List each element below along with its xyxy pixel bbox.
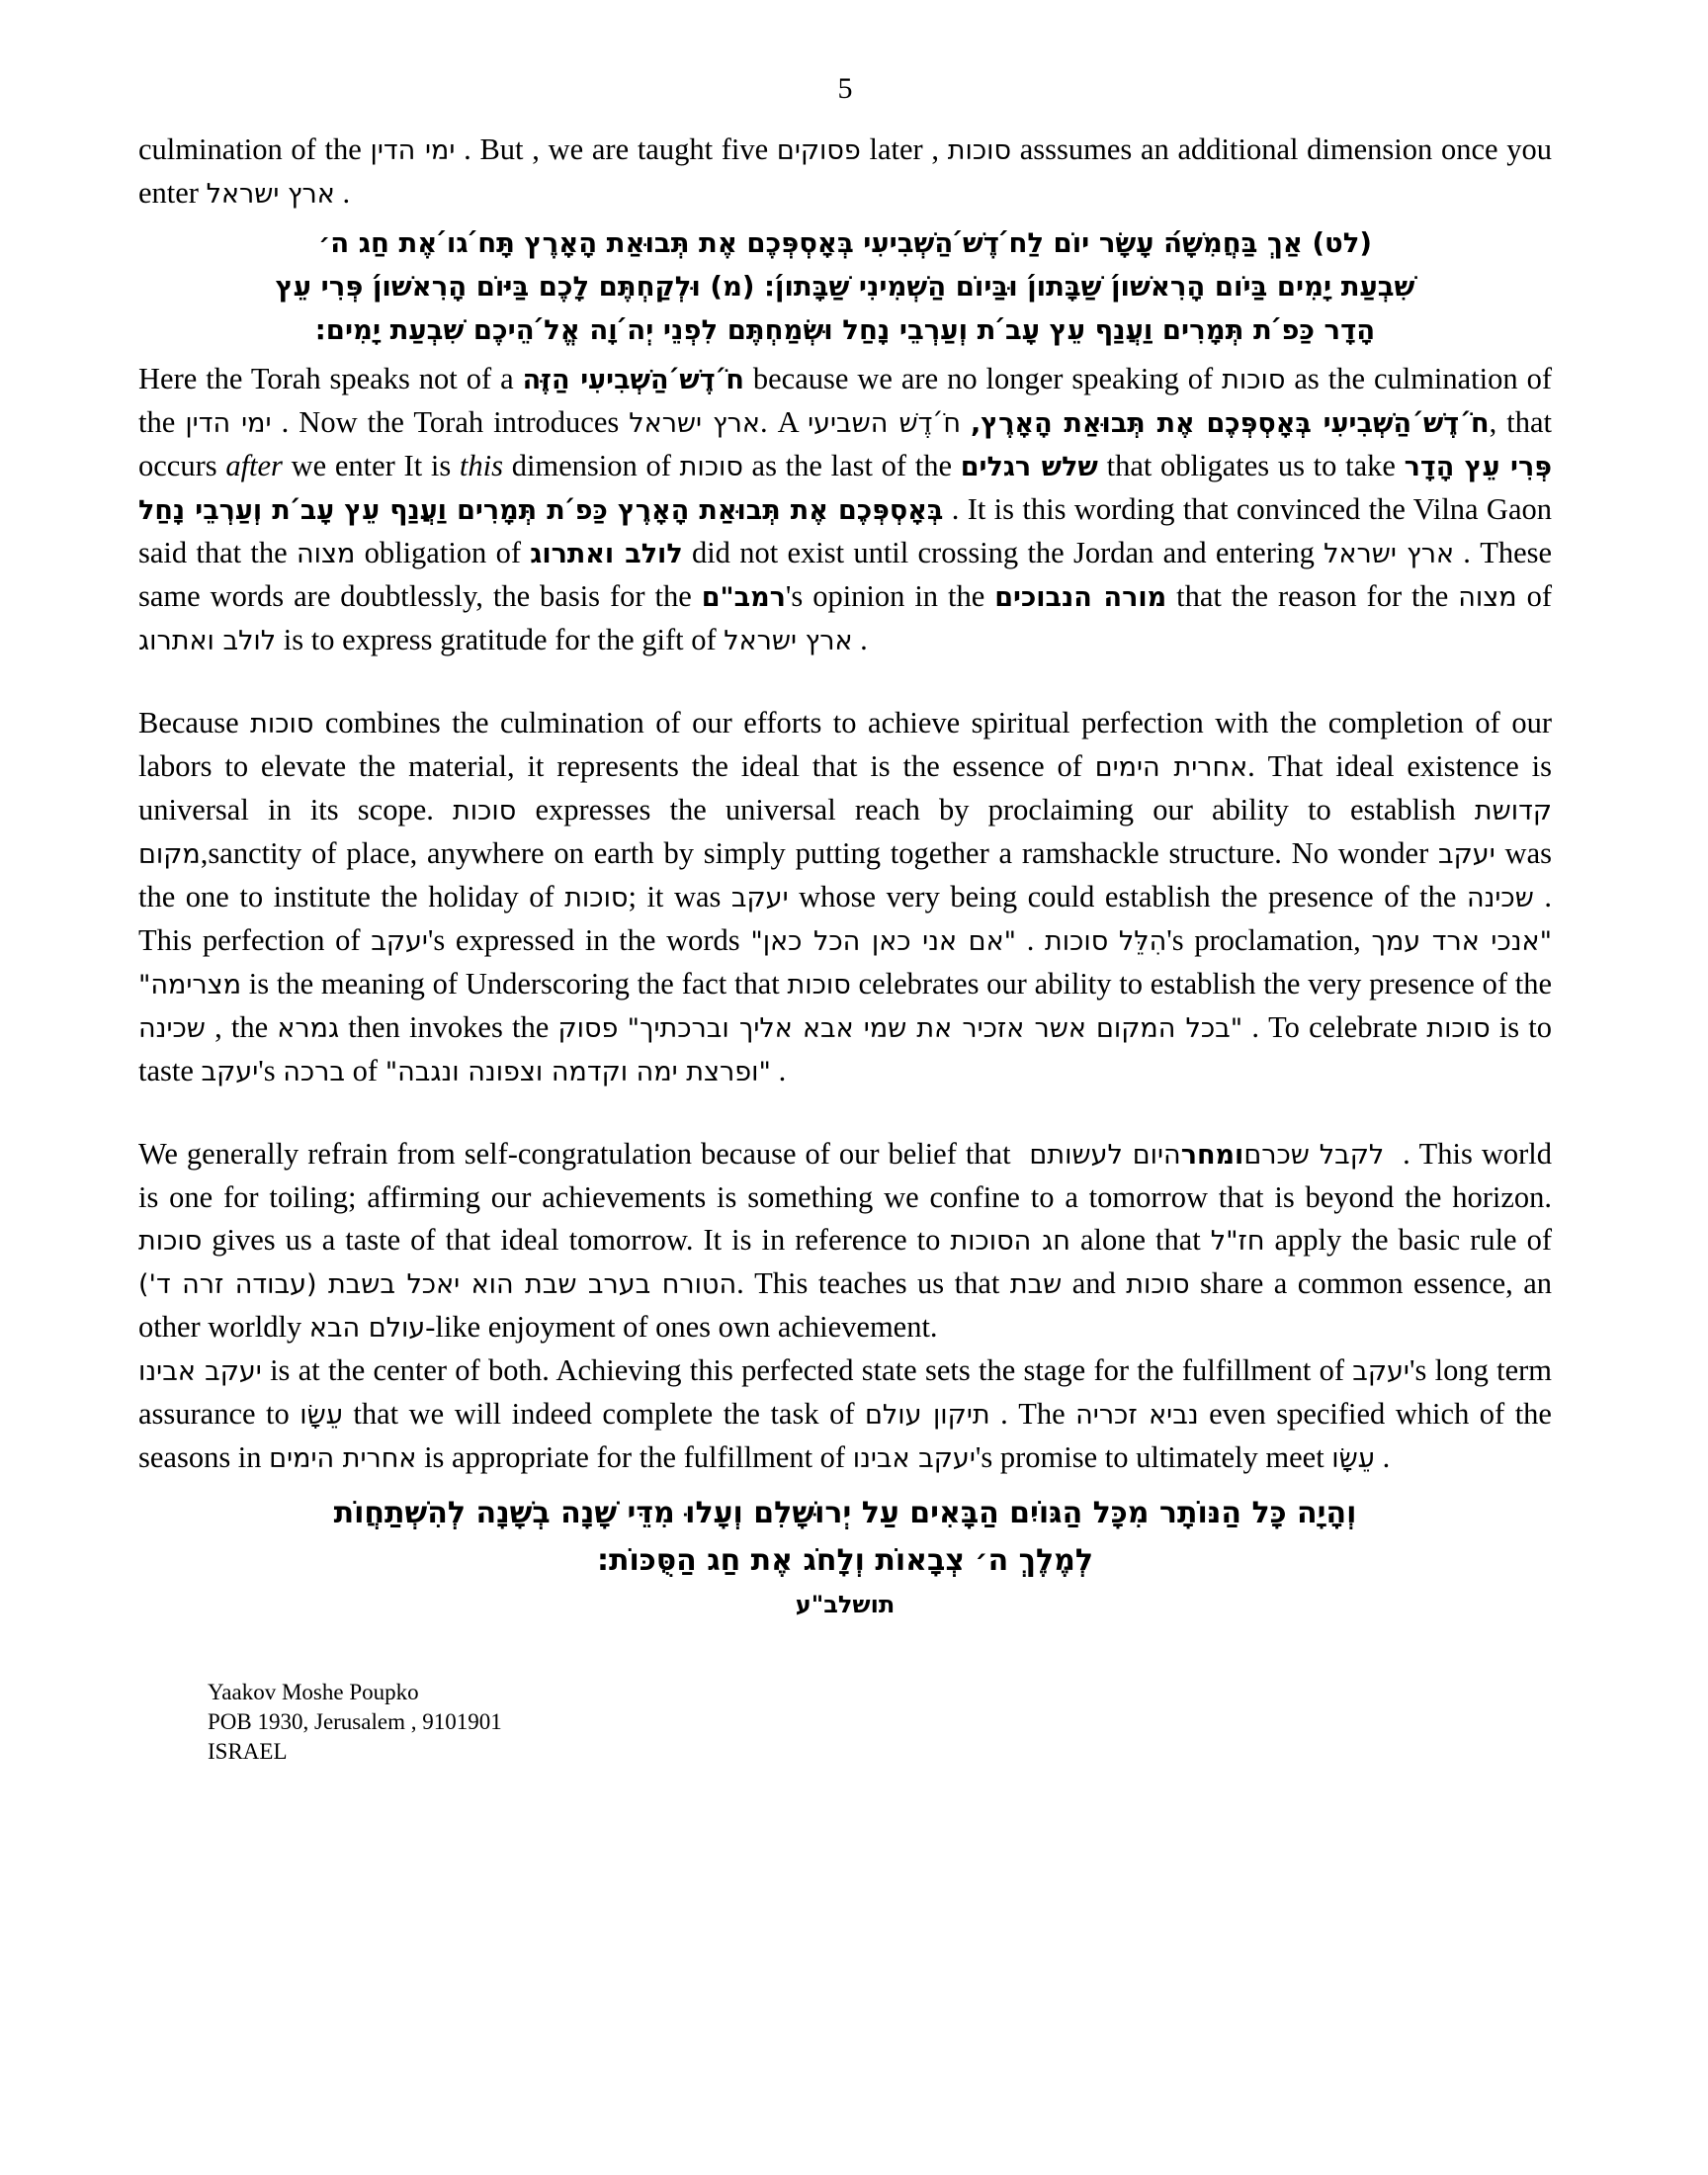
- text-segment: that convinced the Vilna Gaon said that the: [138, 492, 1552, 569]
- hebrew-term: ארץ ישראל: [206, 179, 335, 210]
- paragraph-2: [138, 358, 1552, 662]
- page-content: [138, 71, 1552, 1767]
- hebrew-term: ברכה: [283, 1057, 346, 1088]
- text-segment: . This perfection of: [138, 880, 1553, 957]
- hebrew-term: סוכות: [250, 709, 314, 740]
- hebrew-term: יעקב אבינו: [138, 1356, 262, 1387]
- text-segment: . It is this wording: [943, 492, 1183, 526]
- text-segment: of: [345, 1054, 385, 1088]
- hebrew-term: נביא זכריה: [1075, 1400, 1199, 1431]
- text-segment: gives us a taste of that ideal tomorrow. It is in reference to: [202, 1223, 951, 1257]
- hebrew-term: חֹ́ דֶשׁ́ הַשְׁבִיעִי הַזֶּה: [522, 365, 744, 395]
- text-segment: . This world is one for toiling; affirming our achievements is something we confine to a tomorrow that is beyond the horizon.: [138, 1137, 1553, 1214]
- text-segment: celebrates our ability to establish the very presence of the: [850, 967, 1552, 1000]
- hebrew-term: שכינה: [1466, 883, 1534, 914]
- text-segment: . To celebrate: [1242, 1010, 1427, 1044]
- hebrew-term: סוכות: [1222, 365, 1286, 395]
- hebrew-term: ארץ ישראל: [724, 626, 853, 656]
- text-segment: that obligates us to take: [1097, 449, 1405, 482]
- text-segment: alone that: [1069, 1223, 1211, 1257]
- text-segment: ; it was: [628, 880, 731, 914]
- hebrew-term: ארץ ישראל: [1324, 539, 1455, 569]
- text-segment: share a common essence, an other worldly: [138, 1266, 1552, 1344]
- hebrew-term: בְּאָסְפְּכֶם אֶת תְּבוּאַת הָאָרֶץ כַּפ́ ת תְּמָרִים וַעֲנַף עֵץ עָב́ ת וְעַרְבֵי נָחַל: [138, 495, 944, 526]
- hebrew-term: יעקב: [730, 883, 789, 914]
- text-segment: that the reason for the: [1166, 579, 1459, 613]
- text-segment: expresses the universal reach by proclaiming our ability to establish: [516, 793, 1475, 826]
- text-segment: then invokes the: [339, 1010, 558, 1044]
- hebrew-term: סוכות: [787, 970, 851, 1000]
- hebrew-quote: "בכל המקום אשר אזכיר את שמי אבא אליך וברכתיך": [627, 1013, 1243, 1044]
- text-segment: dimension of: [503, 449, 680, 482]
- paragraph-1: [138, 129, 1552, 216]
- text-segment: 's: [258, 1054, 284, 1088]
- text-segment: was the one to institute the holiday of: [138, 836, 1552, 914]
- text-segment: 's long term assurance to: [138, 1353, 1553, 1431]
- hebrew-quote: "אנכי ארד עמך מצרימה": [138, 926, 1553, 1000]
- text-segment: as the last of the: [742, 449, 961, 482]
- hebrew-term: הִלֵּל: [1118, 926, 1167, 957]
- text-segment: of: [1516, 579, 1552, 613]
- hebrew-term: פסוקים: [776, 135, 861, 166]
- hebrew-quote: "ופרצת ימה וקדמה וצפונה ונגבה": [384, 1057, 771, 1088]
- hebrew-term: לקבל שכרם: [1243, 1140, 1395, 1171]
- hebrew-term: פסוק: [557, 1013, 619, 1044]
- author-address: POB 1930, Jerusalem , 9101901: [208, 1709, 502, 1734]
- text-segment: . That ideal existence is universal in its scope.: [138, 749, 1552, 826]
- text-segment: We generally refrain from self-congratulation because of our belief that: [138, 1137, 1020, 1171]
- author-footer: [208, 1678, 1552, 1767]
- hebrew-term: אחרית הימים: [1094, 752, 1248, 783]
- torah-verse-quote: [138, 221, 1552, 352]
- emphasis-this: this: [459, 449, 503, 482]
- verse-line-2: שִׁבְעַת יָמִים בַּיֹום הָרִאשׁו́ן שַׁבָּתו́ן וּבַּיוֹם הַשְׁמִינִי שַׁבָּתו́ן: (מ) וּלְקַחְתֶּם לָכֶם בַּיּוֹם הָרִאשׁו́ן פְּרִי עֵץ: [275, 271, 1415, 303]
- text-segment: obligation of: [355, 536, 531, 569]
- hebrew-term: שכינה: [138, 1013, 206, 1044]
- text-segment: is appropriate for the fulfillment of: [416, 1440, 853, 1474]
- hebrew-term: גמרא: [277, 1013, 340, 1044]
- text-segment: because we are no longer speaking of: [743, 362, 1223, 395]
- text-segment: . Now the Torah introduces: [271, 405, 630, 439]
- hebrew-term: שבת: [1009, 1269, 1063, 1300]
- paragraph-4: [138, 1133, 1552, 1349]
- text-segment: culmination of the: [138, 132, 371, 166]
- text-segment: [1108, 923, 1119, 957]
- text-segment: .: [770, 1054, 787, 1088]
- text-segment: did not exist until crossing the Jordan and entering: [682, 536, 1324, 569]
- text-segment: , that occurs: [138, 405, 1552, 482]
- hebrew-term: תיקון עולם: [864, 1400, 990, 1431]
- hebrew-term: יעקב: [201, 1057, 259, 1088]
- closing-verse-line-1: וְהָיָה כָּל הַנּוֹתָר מִכָּל הַגּוֹיִם הַבָּאִים עַל יְרוּשָׁלִם וְעָלוּ מִדֵּי שָׁנָה בְשָׁנָה לְהִשְׁתַחֲוֹת: [333, 1496, 1357, 1530]
- hebrew-term: לולב ואתרוג: [530, 539, 683, 569]
- text-segment: , the: [205, 1010, 278, 1044]
- hebrew-term: יעקב: [1438, 839, 1495, 870]
- verse-line-3: הָדָר כַּפ́ ת תְּמָרִים וַעֲנַף עֵץ עָב́ ת וְעַרְבֵי נָחַל וּשְׂמַחְתֶּם לִפְנֵי יְה́ וָה אֱל́ הֵיכֶם שִׁבְעַת יָמִים:: [314, 314, 1376, 346]
- text-segment: is to taste: [138, 1010, 1553, 1088]
- hebrew-quote: הטורח בערב שבת הוא יאכל בשבת (עבודה זרה ד'): [138, 1269, 737, 1300]
- hebrew-term: קדושת מקום: [138, 796, 1552, 870]
- hebrew-term: מצוה: [296, 539, 356, 569]
- hebrew-term: חז"ל: [1210, 1226, 1265, 1257]
- hebrew-term: היום לעשותם: [1019, 1140, 1181, 1171]
- text-segment: Here the Torah speaks not of a: [138, 362, 523, 395]
- author-name: Yaakov Moshe Poupko: [208, 1680, 419, 1704]
- text-segment: .: [334, 176, 351, 210]
- text-segment: [618, 1010, 627, 1044]
- text-segment: apply the basic rule of: [1264, 1223, 1552, 1257]
- hebrew-term: סוכות: [679, 452, 743, 482]
- text-segment: we enter: [282, 449, 404, 482]
- text-segment: 's expressed in the words: [427, 923, 751, 957]
- hebrew-term: מורה הנבוכים: [994, 582, 1167, 613]
- text-segment: 's opinion in the: [785, 579, 995, 613]
- paragraph-5: [138, 1349, 1552, 1480]
- text-segment: is to express gratitude for the gift of: [276, 623, 725, 656]
- verse-line-1: (לט) אַךְ בַּחֲמִשָׁ́ה עָשָׂר יוֹם לַח́ דֶשׁ́ הַשְׁבִיעִי בְּאָסְפְּכֶם אֶת תְּבוּאַת הָאָרֶץ תָּח́ גו́ אֶת חַג ה׳: [318, 227, 1372, 259]
- hebrew-term: סוכות: [1126, 1269, 1190, 1300]
- text-segment: Because: [138, 706, 251, 740]
- text-segment: .: [852, 623, 868, 656]
- hebrew-term: מצוה: [1458, 582, 1517, 613]
- closing-verse-quote: [138, 1490, 1552, 1585]
- text-segment: .: [1374, 1440, 1391, 1474]
- text-segment: whose very being could establish the presence of the: [788, 880, 1467, 914]
- hebrew-term: עולם הבא: [308, 1313, 426, 1344]
- hebrew-quote: "אם אני כאן הכל כאן": [750, 926, 1017, 957]
- text-segment: later ,: [860, 132, 948, 166]
- hebrew-term: ימי הדין: [370, 135, 456, 166]
- hebrew-term: חֹ́ דֶשׁ השביעי: [808, 408, 961, 439]
- hebrew-term: סוכות: [138, 1226, 203, 1257]
- text-segment: as the culmination of the: [138, 362, 1552, 439]
- text-segment: even specified which of the seasons in: [138, 1397, 1552, 1474]
- emphasis-after: after: [225, 449, 283, 482]
- text-segment: . A: [759, 405, 809, 439]
- author-country: ISRAEL: [208, 1739, 288, 1764]
- hebrew-term: עֵשָׂו: [1331, 1443, 1375, 1474]
- hebrew-term: יעקב: [371, 926, 428, 957]
- hebrew-term: חֹ́ דֶשׁ́ הַשְׁבִיעִי בְּאָסְפְּכֶם אֶת תְּבוּאַת הָאָרֶץ,: [971, 408, 1490, 439]
- text-segment: ,sanctity of place, anywhere on earth by simply putting together a ramshackle structure. No wonder: [200, 836, 1439, 870]
- hebrew-term: חג הסוכות: [950, 1226, 1070, 1257]
- hebrew-term: יעקב: [1352, 1356, 1409, 1387]
- hebrew-term: סוכות: [947, 135, 1012, 166]
- text-segment: combines the culmination of our efforts to achieve spiritual perfection with the completion of our labors to elevate the material, it represents the ideal that is the essence of: [138, 706, 1552, 783]
- hebrew-term: ימי הדין: [185, 408, 272, 439]
- text-segment: -like enjoyment of ones own achievement.: [425, 1310, 938, 1344]
- text-segment: is at the center of both. Achieving this perfected state sets the stage for the fulfillment of: [261, 1353, 1353, 1387]
- hebrew-term: לולב ואתרוג: [138, 626, 277, 656]
- hebrew-term: פְּרִי עֵץ הָדָר: [1404, 452, 1552, 482]
- hebrew-term: אחרית הימים: [269, 1443, 417, 1474]
- hebrew-term: סוכות: [564, 883, 629, 914]
- text-segment: It is: [403, 449, 460, 482]
- hebrew-signature: תושלב"ע: [795, 1591, 896, 1618]
- hebrew-term: ארץ ישראל: [629, 408, 760, 439]
- text-segment: that we will indeed complete the task of: [342, 1397, 865, 1431]
- hebrew-term: סוכות: [453, 796, 517, 826]
- hebrew-term: יעקב אבינו: [852, 1443, 976, 1474]
- text-segment: 's proclamation,: [1166, 923, 1372, 957]
- text-segment: . This teaches us that: [736, 1266, 1010, 1300]
- text-segment: [961, 405, 971, 439]
- text-segment: . These same words are doubtlessly, the basis for the: [138, 536, 1553, 613]
- hebrew-term: סוכות: [1426, 1013, 1491, 1044]
- hebrew-term: עֵשָׂו: [299, 1400, 343, 1431]
- text-segment: . But , we are taught five: [455, 132, 777, 166]
- hebrew-term: סוכות: [1044, 926, 1109, 957]
- text-segment: is the meaning of: [241, 967, 466, 1000]
- text-segment: . The: [989, 1397, 1076, 1431]
- text-segment: Underscoring the fact that: [465, 967, 788, 1000]
- text-segment: and: [1062, 1266, 1127, 1300]
- text-segment: asssumes an additional dimension once you enter: [138, 132, 1553, 210]
- closing-verse-line-2: לְמֶלֶךְ ה׳ צְבָאוֹת וְלָחֹג אֶת חַג הַסֻּכּוֹת:: [596, 1543, 1094, 1578]
- hebrew-term: רמב"ם: [701, 582, 786, 613]
- paragraph-3: [138, 702, 1552, 1093]
- hebrew-term-emphasis: ומחר: [1180, 1140, 1244, 1171]
- hebrew-term: שלש רגלים: [960, 452, 1098, 482]
- page-number: 5: [837, 72, 853, 105]
- text-segment: 's promise to ultimately meet: [975, 1440, 1332, 1474]
- text-segment: .: [1016, 923, 1045, 957]
